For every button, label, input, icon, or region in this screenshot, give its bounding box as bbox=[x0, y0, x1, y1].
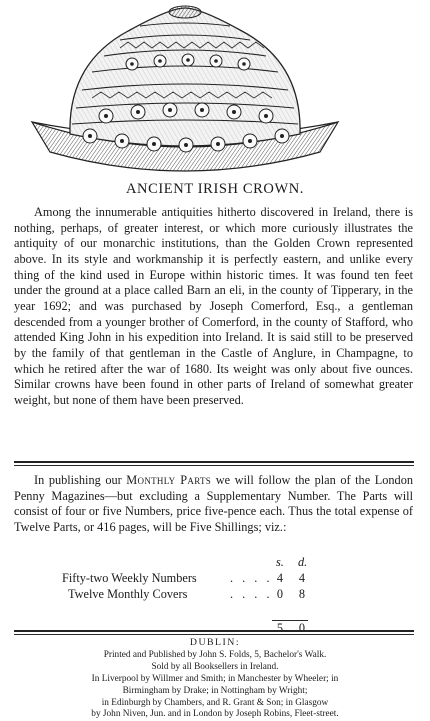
price-total-pence: 0 bbox=[298, 621, 306, 635]
price-col-pence: d. bbox=[298, 555, 308, 569]
article-title: ANCIENT IRISH CROWN. bbox=[125, 181, 305, 197]
imprint-divider-top bbox=[14, 630, 414, 632]
leader-dots: . . . . bbox=[230, 587, 273, 601]
imprint bbox=[10, 637, 420, 721]
price-col-shillings: s. bbox=[276, 555, 284, 569]
imprint-divider-bottom bbox=[14, 634, 414, 635]
imprint-line: Printed and Published by John S. Folds, 5, Bachelor's Walk. bbox=[103, 649, 327, 660]
sum-rule bbox=[272, 620, 308, 621]
notice-lead: In publishing our bbox=[34, 473, 122, 487]
price-item-pence: 8 bbox=[298, 587, 306, 601]
imprint-line: In Liverpool by Willmer and Smith; in Manchester by Wheeler; in bbox=[91, 673, 339, 684]
section-divider-top bbox=[14, 461, 414, 463]
imprint-line: Sold by all Booksellers in Ireland. bbox=[151, 661, 279, 672]
imprint-line: Birmingham by Drake; in Nottingham by Wright; bbox=[122, 685, 308, 696]
price-row bbox=[62, 571, 306, 587]
price-item-shillings: 4 bbox=[276, 571, 284, 585]
monthly-parts-notice bbox=[14, 473, 413, 536]
imprint-city: DUBLIN: bbox=[189, 637, 241, 648]
section-divider-bottom bbox=[14, 465, 414, 466]
price-item-shillings: 0 bbox=[276, 587, 284, 601]
notice-text: we will follow the plan of the London Penny Magazines—but excluding a Supplementary Number. The Parts will consist of four or five Numbers, price five-pence each. Thus the total expense of Twelve Parts, or 416 pages, will be Five Shillings; viz.: bbox=[14, 473, 413, 534]
price-item-pence: 4 bbox=[298, 571, 306, 585]
price-row bbox=[62, 587, 306, 603]
price-item-label: Fifty-two Weekly Numbers bbox=[62, 571, 197, 585]
imprint-line: by John Niven, Jun. and in London by Joseph Robins, Fleet-street. bbox=[91, 709, 339, 720]
imprint-line: in Edinburgh by Chambers, and R. Grant & Son; in Glasgow bbox=[101, 697, 329, 708]
article-body bbox=[14, 205, 413, 409]
article-paragraph: Among the innumerable antiquities hitherto discovered in Ireland, there is nothing, perhaps, of greater interest, or which more curiously illustrates the antiquity of our monarchic institutions, than the Golden Crown represented above. In its style and workmanship it is perfectly eastern, and unlike every thing of the kind used in Europe within historic times. It was found ten feet under the ground at a place called Barn an eli, in the county of Tipperary, in the year 1692; and was purchased by Joseph Comerford, Esq., a gentleman descended from a younger brother of Comerford, in the county of Stafford, who attended King John in his expedition into Ireland. It is said still to be preserved by the family of that gentleman in the Castle of Anglure, in Champagne, to which he retired after the war of 1680. Its weight was only about five ounces. Similar crowns have been found in other parts of Ireland of somewhat greater weight, but none of them have been preserved. bbox=[14, 205, 413, 407]
notice-monthly-parts: Monthly Parts bbox=[126, 473, 212, 487]
price-total-shillings: 5 bbox=[276, 621, 284, 635]
leader-dots: . . . . bbox=[230, 571, 273, 585]
price-item-label: Twelve Monthly Covers bbox=[68, 587, 188, 601]
crown-engraving bbox=[20, 2, 350, 180]
